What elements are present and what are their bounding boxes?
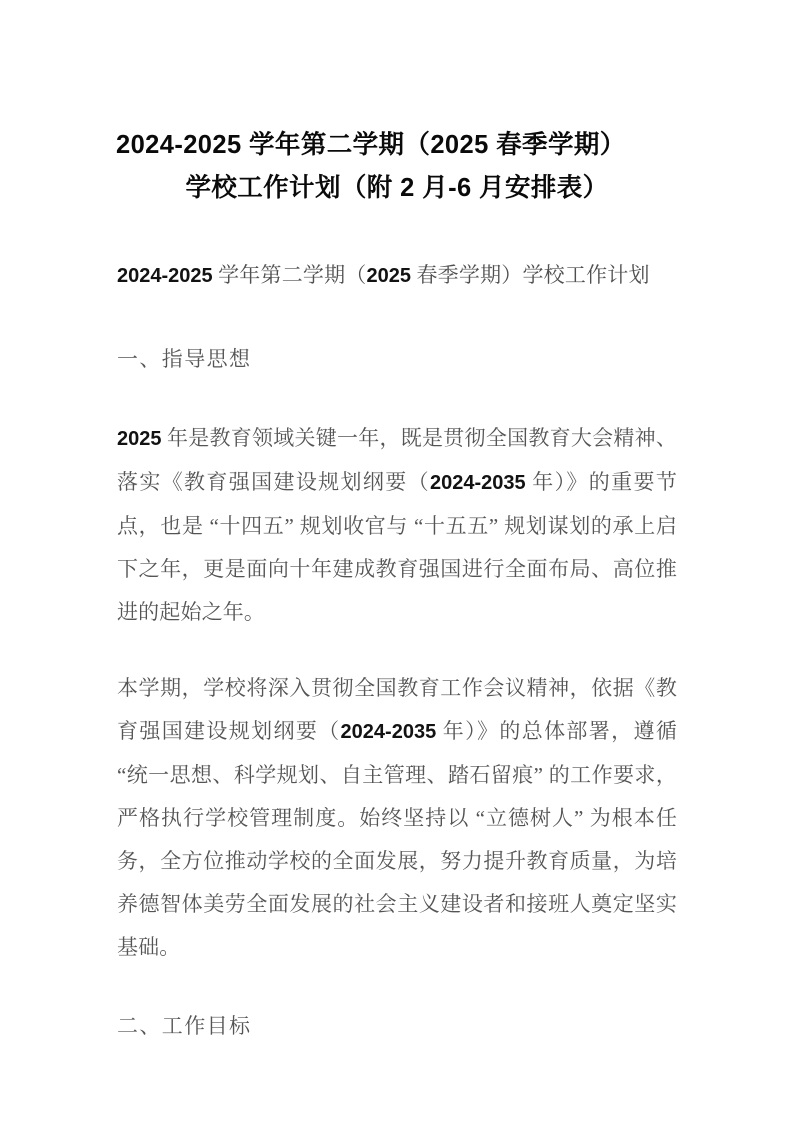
page-title-line-2: 学校工作计划（附 2 月-6 月安排表）: [185, 174, 609, 202]
page-title-line-1: 2024-2025 学年第二学期（2025 春季学期）: [116, 131, 626, 159]
paragraph-guiding-ideology-2: 本学期，学校将深入贯彻全国教育工作会议精神，依据《教育强国建设规划纲要（2024-2035 年）》的总体部署，遵循“统一思想、科学规划、自主管理、踏石留痕” 的工作要求，严格执行学校管理制度。始终坚持以 “立德树人” 为根本任务，全方位推动学校的全面发展，努力提升教育质量，为培养德智体美劳全面发展的社会主义建设者和接班人奠定坚实基础。: [117, 676, 677, 959]
paragraph-guiding-ideology-1: 2025 年是教育领域关键一年，既是贯彻全国教育大会精神、落实《教育强国建设规划纲要（2024-2035 年）》的重要节点，也是 “十四五” 规划收官与 “十五五” 规划谋划的承上启下之年，更是面向十年建成教育强国进行全面布局、高位推进的起始之年。: [117, 426, 677, 624]
section-heading-guiding-ideology: 一、指导思想: [117, 347, 252, 371]
document-subtitle: 2024-2025 学年第二学期（2025 春季学期）学校工作计划: [117, 263, 650, 287]
document-content: [117, 0, 677, 1048]
section-heading-work-objectives: 二、工作目标: [117, 1014, 252, 1038]
numeric-run: 2024-2035: [340, 721, 437, 743]
numeric-run: 2024-2035: [429, 472, 526, 494]
numeric-run: 2025: [117, 428, 162, 450]
numeric-run: 2025: [366, 265, 412, 287]
page-title: [117, 0, 677, 210]
numeric-run: 2024-2025: [117, 265, 213, 287]
